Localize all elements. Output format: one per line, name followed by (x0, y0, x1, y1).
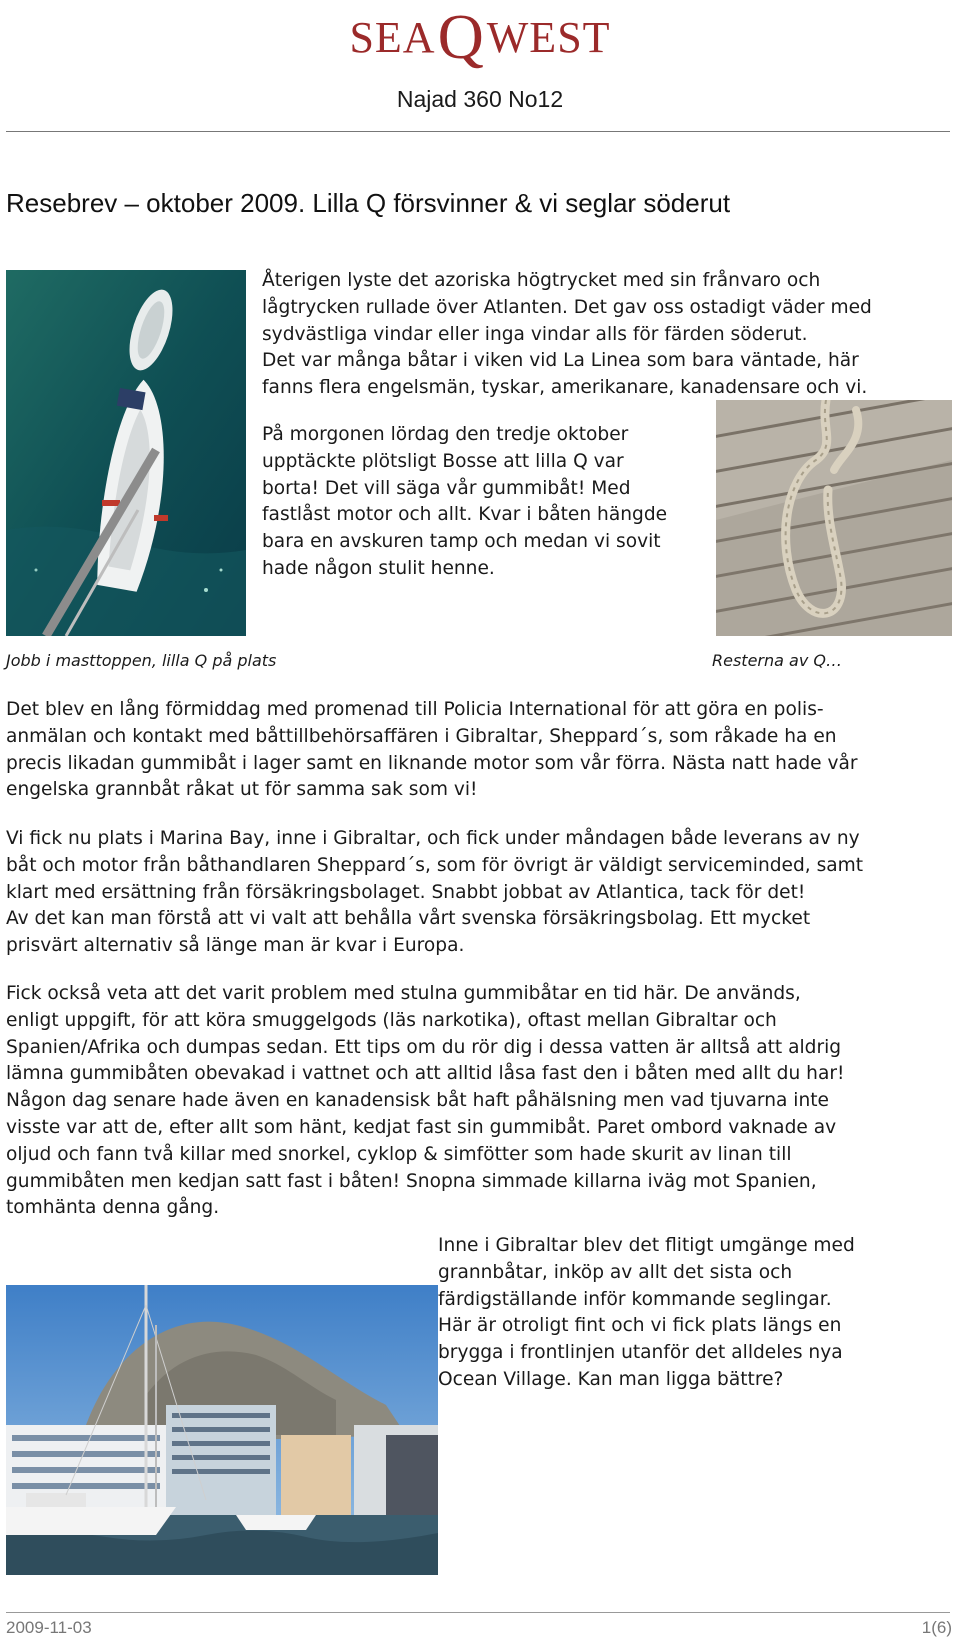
stolen-line: upptäckte plötsligt Bosse att lilla Q var (262, 450, 624, 472)
marina-bay-paragraph (6, 826, 952, 960)
footer-divider (6, 1612, 950, 1613)
police-line: engelska grannbåt råkat ut för samma sak som vi! (6, 779, 478, 801)
gibraltar-paragraph (438, 1233, 952, 1394)
footer-date: 2009-11-03 (6, 1618, 92, 1637)
intro-line: Det var många båtar i viken vid La Linea som bara väntade, här (262, 350, 859, 372)
masthead-photo (6, 270, 246, 636)
gibraltar-line: Ocean Village. Kan man ligga bättre? (438, 1368, 784, 1390)
rope-photo (716, 400, 952, 636)
intro-line: fanns flera engelsmän, tyskar, amerikanare, kanadensare och vi. (262, 377, 868, 399)
boat-subtitle: Najad 360 No12 (396, 86, 564, 112)
stolen-dinghy-paragraph (262, 422, 702, 583)
gibraltar-marina-photo (6, 1285, 438, 1575)
police-line: anmälan och kontakt med båttillbehörsaffären i Gibraltar, Sheppard´s, som råkade ha en (6, 725, 837, 747)
police-line: Det blev en lång förmiddag med promenad till Policia International för att göra en polis- (6, 699, 824, 720)
gibraltar-line: brygga i frontlinjen utanför det alldeles nya (438, 1342, 843, 1364)
header-divider (6, 131, 950, 132)
gibraltar-line: Här är otroligt fint och vi fick plats längs en (438, 1315, 842, 1337)
logo-q-letter: Q (437, 1, 485, 72)
problem-line: Fick också veta att det varit problem med stulna gummibåtar en tid här. De används, (6, 983, 801, 1004)
marina-line: Av det kan man förstå att vi valt att behålla vårt svenska försäkringsbolag. Ett mycket (6, 908, 811, 930)
marina-line: båt och motor från båthandlaren Sheppard´s, som för övrigt är väldigt serviceminded, samt (6, 854, 864, 876)
problem-line: Spanien/Afrika och dumpas sedan. Ett tips om du rör dig i dessa vatten är alltså att aldrig (6, 1036, 842, 1058)
problem-line: enligt uppgift, för att köra smuggelgods (läs narkotika), oftast mellan Gibraltar och (6, 1009, 777, 1031)
logo-right-text: WEST (486, 13, 611, 62)
gibraltar-line: Inne i Gibraltar blev det flitigt umgänge med (438, 1235, 855, 1256)
problem-line: oljud och fann två killar med snorkel, cyklop & simfötter som hade skurit av linan till (6, 1143, 792, 1165)
stolen-line: bara en avskuren tamp och medan vi sovit (262, 531, 661, 553)
page-title: Resebrev – oktober 2009. Lilla Q försvinner & vi seglar söderut (6, 188, 731, 218)
marina-line: prisvärt alternativ så länge man är kvar i Europa. (6, 935, 465, 957)
masthead-caption: Jobb i masttoppen, lilla Q på plats (6, 651, 277, 670)
intro-line: Återigen lyste det azoriska högtrycket med sin frånvaro och (262, 270, 821, 291)
rope-caption: Resterna av Q… (712, 651, 842, 670)
marina-line: klart med ersättning från försäkringsbolaget. Snabbt jobbat av Atlantica, tack för det! (6, 881, 806, 903)
stolen-line: På morgonen lördag den tredje oktober (262, 424, 629, 445)
logo-left-text: SEA (349, 13, 436, 62)
police-report-paragraph (6, 697, 952, 804)
page-number: 1(6) (921, 1618, 952, 1637)
stolen-line: borta! Det vill säga vår gummibåt! Med (262, 477, 631, 499)
gibraltar-line: färdigställande inför kommande seglingar. (438, 1288, 832, 1310)
problem-line: gummibåten men kedjan satt fast i båten! Snopna simmade killarna iväg mot Spanien, (6, 1170, 817, 1192)
problem-line: lämna gummibåten obevakad i vattnet och att alltid låsa fast den i båten med allt du har! (6, 1063, 845, 1085)
police-line: precis likadan gummibåt i lager samt en liknande motor som vår förra. Nästa natt hade vår (6, 752, 858, 774)
marina-line: Vi fick nu plats i Marina Bay, inne i Gibraltar, och fick under måndagen både leverans av ny (6, 828, 860, 849)
problem-line: Någon dag senare hade även en kanadensisk båt haft påhälsning men vad tjuvarna inte (6, 1090, 829, 1112)
problem-line: tomhänta denna gång. (6, 1197, 220, 1219)
intro-line: sydvästliga vindar eller inga vindar alls för färden söderut. (262, 323, 808, 345)
problem-line: visste var att de, efter allt som hänt, kedjat fast sin gummibåt. Paret ombord vaknade av (6, 1116, 837, 1138)
stolen-line: fastlåst motor och allt. Kvar i båten hängde (262, 504, 668, 526)
intro-line: lågtrycken rullade över Atlanten. Det gav oss ostadigt väder med (262, 296, 872, 318)
intro-paragraph (262, 268, 952, 402)
gibraltar-line: grannbåtar, inköp av allt det sista och (438, 1261, 793, 1283)
seaqwest-logo (0, 1, 960, 72)
stolen-line: hade någon stulit henne. (262, 557, 495, 579)
stolen-dinghies-paragraph (6, 981, 952, 1222)
